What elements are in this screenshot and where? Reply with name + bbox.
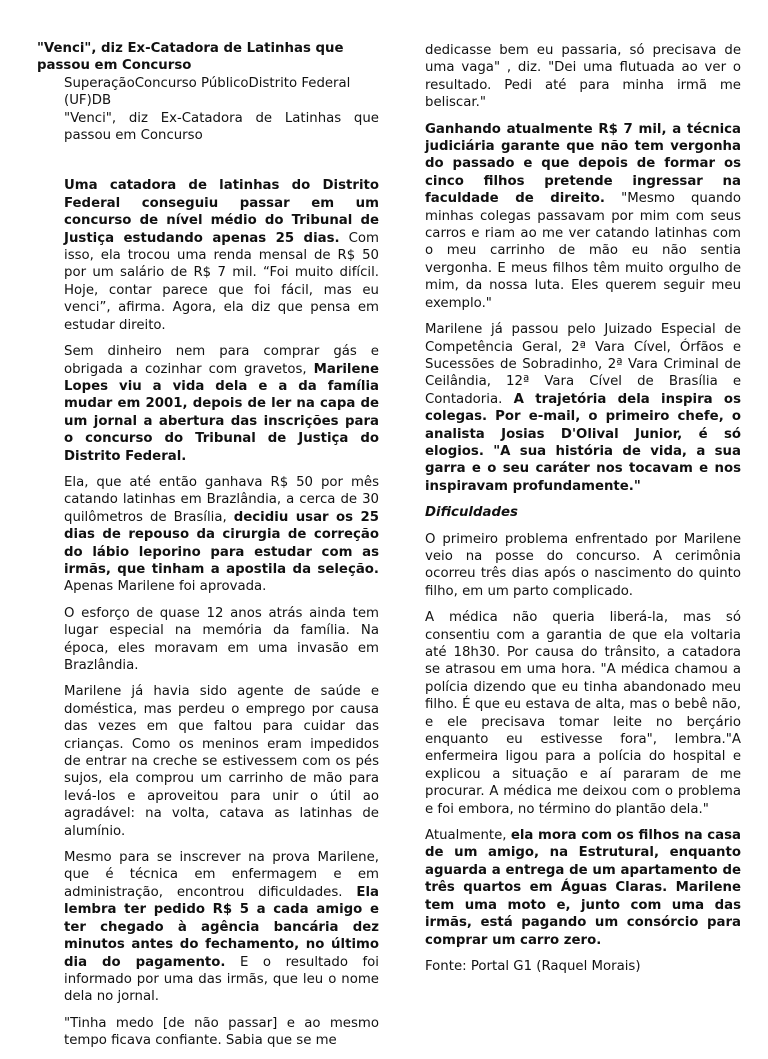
paragraph-3-text-2: Apenas Marilene foi aprovada. bbox=[64, 579, 267, 595]
article-subtitle: "Venci", diz Ex-Catadora de Latinhas que passou em Concurso bbox=[64, 110, 379, 144]
section-heading: Dificuldades bbox=[425, 505, 518, 521]
paragraph-1-text: Com isso, ela trocou uma renda mensal de R$ 50 por um salário de R$ 7 mil. “Foi muito difícil. Hoje, contar parece que foi fácil, mas eu venci”, afirma. Agora, ela diz que pensa em estudar direito. bbox=[64, 230, 379, 333]
paragraph-10: O primeiro problema enfrentado por Marilene veio na posse do concurso. A cerimônia ocorreu três dias após o nascimento do quinto filho, em um parto complicado. bbox=[425, 531, 741, 599]
paragraph-6-text-2: E o resultado foi informado por uma das irmãs, que leu o nome dela no jornal. bbox=[64, 954, 379, 1005]
paragraph-4: O esforço de quase 12 anos atrás ainda tem lugar especial na memória da família. Na época, eles moravam em uma invasão em Brazlândia. bbox=[64, 605, 379, 673]
paragraph-6-text: Mesmo para se inscrever na prova Marilene, que é técnica em enfermagem e em administração, encontrou dificuldades. bbox=[64, 850, 379, 900]
paragraph-2 bbox=[64, 343, 379, 465]
paragraph-9-text: Marilene já passou pelo Juizado Especial de Competência Geral, 2ª Vara Cível, Órfãos e Sucessões de Sobradinho, 2ª Vara Criminal de Ceilândia, 12ª Vara Cível de Brasília e Contadoria. bbox=[425, 322, 741, 407]
spacer bbox=[37, 144, 379, 177]
article-tags: SuperaçãoConcurso PúblicoDistrito Federal (UF)DB bbox=[64, 75, 351, 109]
paragraph-9 bbox=[425, 321, 741, 495]
paragraph-1 bbox=[64, 177, 379, 334]
paragraph-8-text: "Mesmo quando minhas colegas passavam por mim com seus carros e riam ao me ver catando latinhas com o meu carrinho de mão eu não sentia vergonha. E meus filhos têm muito orgulho de mim, da nossa luta. Eles querem seguir meu exemplo." bbox=[425, 191, 741, 311]
paragraph-2-bold: Marilene Lopes viu a vida dela e a da família mudar em 2001, depois de ler na capa de um jornal a abertura das inscrições para o concurso do Tribunal de Justiça do Distrito Federal. bbox=[64, 361, 379, 464]
paragraph-3 bbox=[64, 474, 379, 596]
paragraph-3-bold: decidiu usar os 25 dias de repouso da cirurgia de correção do lábio leporino para estudar com as irmãs, que tinham a apostila da seleção. bbox=[64, 509, 379, 577]
paragraph-2-text: Sem dinheiro nem para comprar gás e obrigada a cozinhar com gravetos, bbox=[64, 344, 379, 377]
paragraph-6 bbox=[64, 849, 379, 1006]
article-title: "Venci", diz Ex-Catadora de Latinhas que passou em Concurso bbox=[37, 41, 344, 74]
paragraph-12-text: Atualmente, bbox=[425, 828, 511, 844]
paragraph-7: "Tinha medo [de não passar] e ao mesmo tempo ficava confiante. Sabia que se me bbox=[64, 1015, 379, 1049]
left-column bbox=[37, 40, 379, 1059]
article-source: Fonte: Portal G1 (Raquel Morais) bbox=[425, 958, 641, 974]
paragraph-1-bold: Uma catadora de latinhas do Distrito Federal conseguiu passar em um concurso de nível médio do Tribunal de Justiça estudando apenas 25 dias. bbox=[64, 178, 379, 246]
left-body bbox=[37, 177, 379, 1049]
paragraph-12 bbox=[425, 827, 741, 949]
right-column bbox=[425, 42, 741, 984]
paragraph-12-bold: ela mora com os filhos na casa de um amigo, na Estrutural, enquanto aguarda a entrega de um apartamento de três quartos em Águas Claras. Marilene tem uma moto e, junto com uma das irmãs, está pagando um consórcio para comprar um carro zero. bbox=[425, 828, 741, 948]
paragraph-11: A médica não queria liberá-la, mas só consentiu com a garantia de que ela voltaria até 18h30. Por causa do trânsito, a catadora se atrasou em uma hora. "A médica chamou a polícia dizendo que eu tinha abandonado meu filho. É que eu estava de alta, mas o bebê não, e ele precisava tomar leite no berçário enquanto eu estivesse fora", lembra."A enfermeira ligou para a polícia do hospital e explicou a situação e aí pararam de me procurar. A médica me deixou com o problema e foi embora, no término do plantão dela." bbox=[425, 610, 741, 817]
paragraph-8-bold: Ganhando atualmente R$ 7 mil, a técnica judiciária garante que não tem vergonha do passado e que depois de formar os cinco filhos pretende ingressar na faculdade de direito. bbox=[425, 121, 741, 207]
paragraph-7-continued: dedicasse bem eu passaria, só precisava de uma vaga" , diz. "Dei uma flutuada ao ver o resultado. Pedi até para minha irmã me beliscar." bbox=[425, 43, 741, 111]
paragraph-3-text: Ela, que até então ganhava R$ 50 por mês catando latinhas em Brazlândia, a cerca de 30 quilômetros de Brasília, bbox=[64, 474, 379, 525]
paragraph-8 bbox=[425, 121, 741, 312]
paragraph-5: Marilene já havia sido agente de saúde e doméstica, mas perdeu o emprego por causa das vezes em que faltou para cuidar das crianças. Como os meninos eram impedidos de entrar na creche se estivessem com os pés sujos, ela comprou um carrinho de mão para levá-los e aproveitou para unir o útil ao agradável: na volta, catava as latinhas de alumínio. bbox=[64, 684, 379, 839]
paragraph-6-bold: Ela lembra ter pedido R$ 5 a cada amigo e ter chegado à agência bancária dez minutos antes do fechamento, no último dia do pagamento. bbox=[64, 884, 379, 970]
paragraph-9-bold: A trajetória dela inspira os colegas. Por e-mail, o primeiro chefe, o analista Josias D'Olival Junior, é só elogios. "A sua história de vida, a sua garra e o seu caráter nos tocavam e nos inspiravam profundamente." bbox=[425, 391, 741, 494]
